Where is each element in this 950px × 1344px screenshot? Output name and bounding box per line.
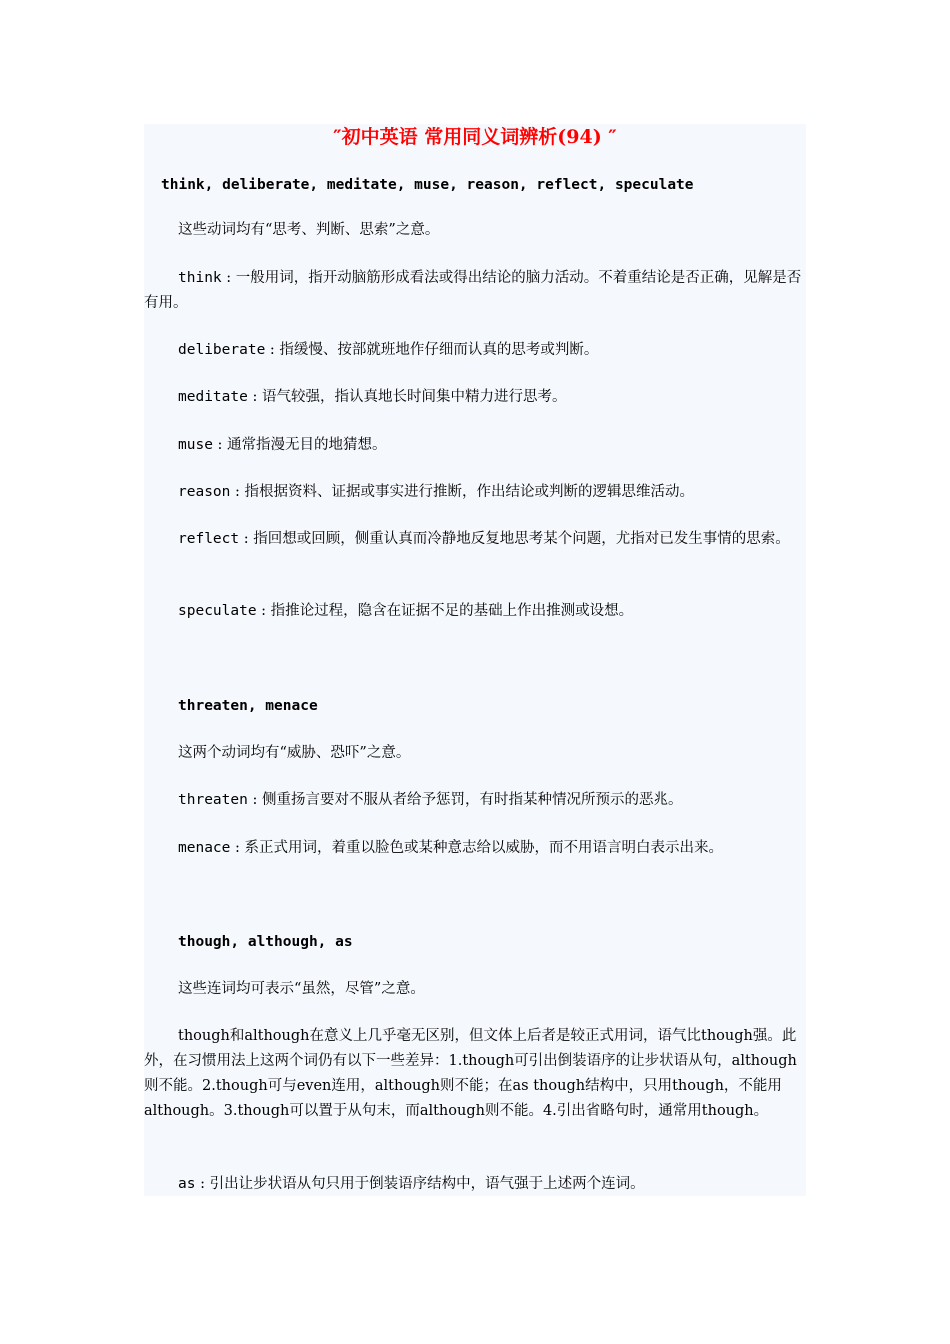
entry-threaten bbox=[144, 788, 806, 813]
section3-heading: though, although, as bbox=[178, 934, 353, 950]
entry-reflect bbox=[144, 527, 806, 552]
entry-desc: : 引出让步状语从句只用于倒装语序结构中，语气强于上述两个连词。 bbox=[195, 1176, 645, 1192]
section1-heading: think, deliberate, meditate, muse, reason, reflect, speculate bbox=[161, 177, 694, 193]
section3-intro: 这些连词均可表示“虽然，尽管”之意。 bbox=[178, 981, 425, 997]
entry-term: think bbox=[178, 270, 222, 286]
entry-deliberate bbox=[144, 338, 806, 363]
section1-intro: 这些动词均有“思考、判断、思索”之意。 bbox=[178, 222, 440, 238]
entry-term: reason bbox=[178, 484, 231, 500]
entry-term: threaten bbox=[178, 792, 248, 808]
section2-heading: threaten, menace bbox=[178, 698, 318, 714]
entry-term: speculate bbox=[178, 603, 257, 619]
entry-desc: : 侧重扬言要对不服从者给予惩罚，有时指某种情况所预示的恶兆。 bbox=[247, 792, 683, 808]
entry-reason bbox=[144, 480, 806, 505]
entry-term: muse bbox=[178, 437, 213, 453]
section2-intro: 这两个动词均有“威胁、恐吓”之意。 bbox=[178, 745, 411, 761]
entry-term: menace bbox=[178, 840, 231, 856]
document-panel bbox=[144, 124, 806, 1196]
entry-term: as bbox=[178, 1176, 196, 1192]
entry-term: deliberate bbox=[178, 342, 266, 358]
entry-speculate bbox=[144, 599, 806, 624]
entry-meditate bbox=[144, 385, 806, 410]
entry-think bbox=[144, 266, 806, 316]
entry-desc: : 指回想或回顾，侧重认真而冷静地反复地思考某个问题，尤指对已发生事情的思索。 bbox=[239, 531, 790, 547]
section3-body: though和although在意义上几乎毫无区别，但文体上后者是较正式用词，语气比though强。此外，在习惯用法上这两个词仍有以下一些差异：1.though可引出倒装语序的让步状语从句，although 则不能。2.though可与even连用，although则不能；在as though结构中，只用though，不能用although。3.though可以置于从句末，而although则不能。4.引出省略句时，通常用though。 bbox=[144, 1028, 797, 1119]
entry-desc: : 指根据资料、证据或事实进行推断，作出结论或判断的逻辑思维活动。 bbox=[230, 484, 694, 500]
entry-desc: : 系正式用词，着重以脸色或某种意志给以威胁，而不用语言明白表示出来。 bbox=[230, 840, 723, 856]
entry-menace bbox=[144, 836, 806, 861]
entry-desc: : 一般用词，指开动脑筋形成看法或得出结论的脑力活动。不着重结论是否正确，见解是否有用。 bbox=[144, 270, 802, 311]
entry-desc: : 语气较强，指认真地长时间集中精力进行思考。 bbox=[247, 389, 567, 405]
entry-desc: : 指缓慢、按部就班地作仔细而认真的思考或判断。 bbox=[265, 342, 599, 358]
document-title: ″初中英语 常用同义词辨析(94) ″ bbox=[333, 126, 617, 148]
entry-muse bbox=[144, 433, 806, 458]
entry-term: reflect bbox=[178, 531, 240, 547]
entry-term: meditate bbox=[178, 389, 248, 405]
entry-desc: : 通常指漫无目的地猜想。 bbox=[212, 437, 387, 453]
entry-desc: : 指推论过程，隐含在证据不足的基础上作出推测或设想。 bbox=[256, 603, 634, 619]
entry-as bbox=[144, 1172, 806, 1197]
